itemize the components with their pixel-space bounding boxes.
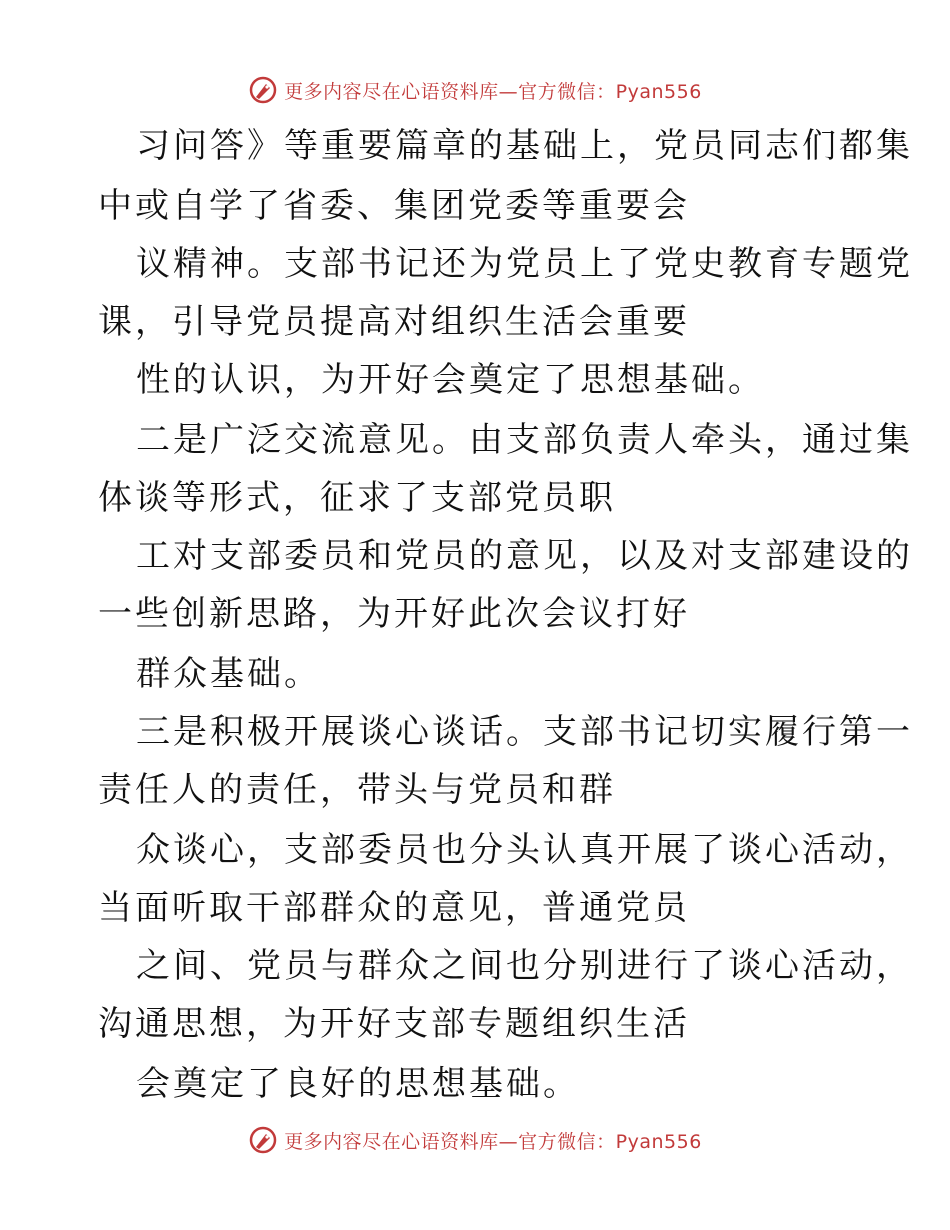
pen-nib-logo-icon [248,1125,278,1155]
text-line: 三是积极开展谈心谈话。支部书记切实履行第一 [136,712,913,752]
text-line: 会奠定了良好的思想基础。 [136,1064,580,1104]
text-line: 当面听取干部群众的意见，普通党员 [98,888,690,928]
text-line: 体谈等形式，征求了支部党员职 [98,478,616,518]
text-line: 工对支部委员和党员的意见，以及对支部建设的 [136,536,913,576]
text-line: 责任人的责任，带头与党员和群 [98,770,616,810]
text-line: 性的认识，为开好会奠定了思想基础。 [136,360,765,400]
text-line: 中或自学了省委、集团党委等重要会 [98,186,690,226]
watermark-text: 更多内容尽在心语资料库—官方微信：Pyan556 [284,80,702,103]
text-line: 课，引导党员提高对组织生活会重要 [98,302,690,342]
pen-nib-logo-icon [248,75,278,105]
text-line: 沟通思想，为开好支部专题组织生活 [98,1004,690,1044]
watermark-text: 更多内容尽在心语资料库—官方微信：Pyan556 [284,1130,702,1153]
text-line: 群众基础。 [136,654,321,694]
text-line: 习问答》等重要篇章的基础上，党员同志们都集 [136,126,913,166]
text-line: 二是广泛交流意见。由支部负责人牵头，通过集 [136,420,913,460]
text-line: 议精神。支部书记还为党员上了党史教育专题党 [136,244,913,284]
watermark-header [0,70,950,110]
text-line: 一些创新思路，为开好此次会议打好 [98,594,690,634]
text-line: 之间、党员与群众之间也分别进行了谈心活动， [136,946,913,986]
text-line: 众谈心，支部委员也分头认真开展了谈心活动， [136,830,913,870]
watermark-footer [0,1120,950,1160]
